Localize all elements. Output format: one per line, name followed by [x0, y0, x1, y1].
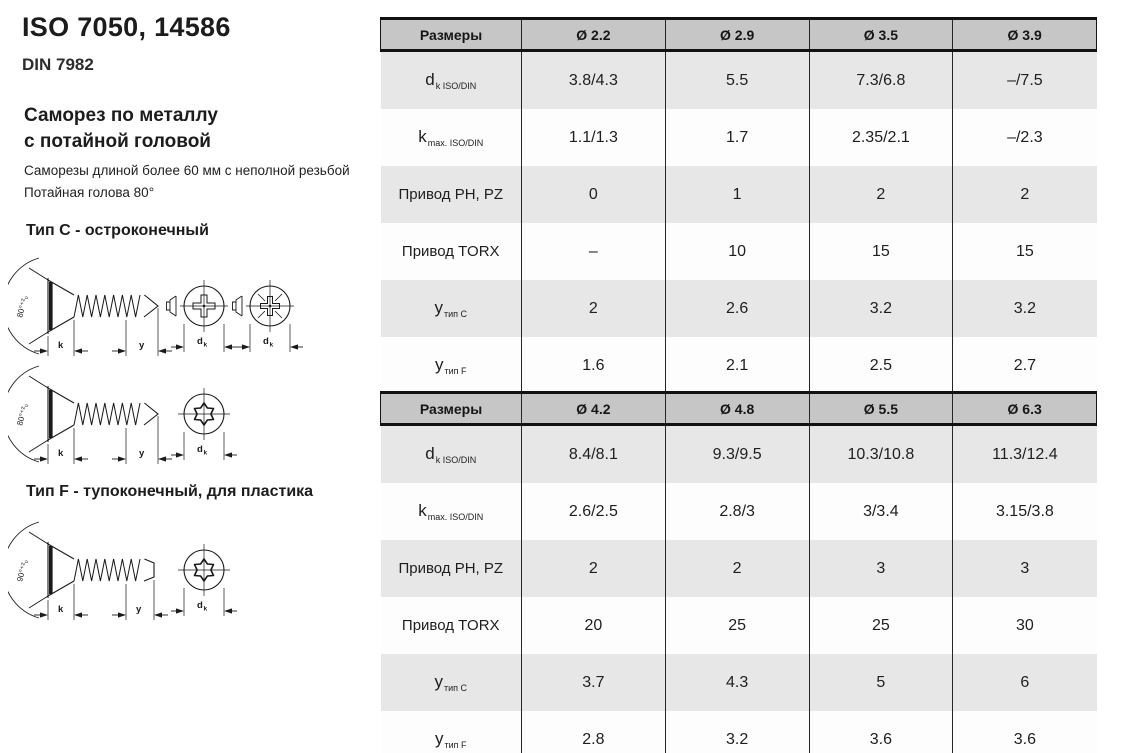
dim-dk-sub: k [203, 605, 208, 613]
table-row [381, 654, 1097, 711]
value-cell: 15 [953, 223, 1097, 280]
value-cell: 10.3/10.8 [809, 425, 953, 484]
row-label [381, 223, 522, 280]
table-row [381, 540, 1097, 597]
value-cell: 2 [665, 540, 809, 597]
column-header: Ø 2.9 [665, 19, 809, 51]
dim-y-label: y [136, 604, 142, 615]
type-c-heading: Тип C - остроконечный [26, 222, 209, 239]
value-cell: 2 [809, 166, 953, 223]
angle-label: 80°⁺²₀ [15, 294, 30, 319]
value-cell: 2.7 [953, 337, 1097, 394]
value-cell: 3 [809, 540, 953, 597]
product-notes [24, 160, 350, 204]
type-c-torx-drawing [8, 356, 243, 478]
value-cell: 25 [809, 597, 953, 654]
row-label-sub: k ISO/DIN [435, 81, 477, 91]
value-cell: 3.2 [953, 280, 1097, 337]
value-cell: 2.8 [522, 711, 666, 753]
value-cell: 3.6 [809, 711, 953, 753]
table-corner-header: Размеры [381, 393, 522, 425]
row-label [381, 166, 522, 223]
value-cell: 2.1 [665, 337, 809, 394]
value-cell: 1 [665, 166, 809, 223]
row-label [381, 280, 522, 337]
table-corner-header: Размеры [381, 19, 522, 51]
value-cell: 9.3/9.5 [665, 425, 809, 484]
row-label-main: y [434, 672, 443, 691]
table-row [381, 483, 1097, 540]
note-line2: Потайная голова 80° [24, 185, 155, 200]
table-row [381, 166, 1097, 223]
row-label-sub: тип C [443, 683, 468, 693]
value-cell: 1.7 [665, 109, 809, 166]
ph-recess-icon [167, 280, 229, 332]
value-cell: 1.1/1.3 [522, 109, 666, 166]
type-f-heading: Тип F - тупоконечный, для пластика [26, 483, 314, 500]
value-cell: 4.3 [665, 654, 809, 711]
row-label [381, 540, 522, 597]
table-row [381, 337, 1097, 394]
dim-k-label: k [58, 340, 64, 351]
size-table-lower [380, 391, 1097, 753]
dim-dk-label: d [197, 600, 203, 611]
value-cell: – [522, 223, 666, 280]
value-cell: 3.15/3.8 [953, 483, 1097, 540]
value-cell: 30 [953, 597, 1097, 654]
value-cell: 7.3/6.8 [809, 51, 953, 110]
row-label-sub: тип F [444, 740, 467, 750]
row-label [381, 597, 522, 654]
row-label-sub: max. ISO/DIN [427, 138, 484, 148]
row-label [381, 425, 522, 484]
row-label-main: Привод PH, PZ [398, 186, 504, 203]
value-cell: 2 [522, 540, 666, 597]
row-label-main: k [418, 501, 427, 520]
value-cell: 3.6 [953, 711, 1097, 753]
value-cell: 2.6 [665, 280, 809, 337]
column-header: Ø 3.5 [809, 19, 953, 51]
product-name-line2: с потайной головой [24, 131, 211, 152]
row-label-main: y [434, 355, 444, 374]
value-cell: 15 [809, 223, 953, 280]
column-header: Ø 2.2 [522, 19, 666, 51]
value-cell: –/7.5 [953, 51, 1097, 110]
product-name-line1: Саморез по металлу [24, 105, 218, 126]
value-cell: 3.2 [809, 280, 953, 337]
value-cell: 10 [665, 223, 809, 280]
value-cell: 6 [953, 654, 1097, 711]
dim-y-label: y [139, 448, 145, 459]
value-cell: 1.6 [522, 337, 666, 394]
dim-dk-sub: k [203, 341, 208, 349]
row-label [381, 51, 522, 110]
value-cell: 2.8/3 [665, 483, 809, 540]
table-row [381, 597, 1097, 654]
row-label-main: d [425, 70, 435, 89]
value-cell: –/2.3 [953, 109, 1097, 166]
value-cell: 3 [953, 540, 1097, 597]
value-cell: 3/3.4 [809, 483, 953, 540]
dim-dk-label: d [197, 336, 203, 347]
value-cell: 5.5 [665, 51, 809, 110]
angle-label: 80°⁺²₀ [15, 402, 30, 427]
row-label [381, 654, 522, 711]
dim-dk-sub: k [269, 341, 274, 349]
value-cell: 2.6/2.5 [522, 483, 666, 540]
type-c-ph-pz-drawing [8, 248, 308, 370]
row-label-main: y [434, 729, 444, 748]
row-label-main: y [434, 298, 443, 317]
column-header: Ø 4.8 [665, 393, 809, 425]
row-label-sub: max. ISO/DIN [427, 512, 484, 522]
value-cell: 3.2 [665, 711, 809, 753]
column-header: Ø 3.9 [953, 19, 1097, 51]
table-row [381, 425, 1097, 484]
page-subtitle: DIN 7982 [22, 55, 94, 74]
value-cell: 20 [522, 597, 666, 654]
column-header: Ø 4.2 [522, 393, 666, 425]
size-table-upper [380, 17, 1097, 394]
value-cell: 0 [522, 166, 666, 223]
row-label [381, 337, 522, 394]
dim-dk-label: d [197, 444, 203, 455]
table-row [381, 280, 1097, 337]
column-header: Ø 5.5 [809, 393, 953, 425]
row-label-main: Привод TORX [401, 617, 500, 634]
dim-k-label: k [58, 604, 64, 615]
product-name [24, 103, 218, 155]
dim-y-label: y [139, 340, 145, 351]
dim-k-label: k [58, 448, 64, 459]
row-label-main: Привод TORX [401, 243, 500, 260]
row-label-sub: k ISO/DIN [435, 455, 477, 465]
row-label [381, 109, 522, 166]
value-cell: 2 [953, 166, 1097, 223]
row-label-main: Привод PH, PZ [398, 560, 504, 577]
value-cell: 2 [522, 280, 666, 337]
value-cell: 5 [809, 654, 953, 711]
table-row [381, 109, 1097, 166]
row-label-main: d [425, 444, 435, 463]
value-cell: 2.35/2.1 [809, 109, 953, 166]
table-row [381, 711, 1097, 753]
row-label-sub: тип F [444, 366, 467, 376]
type-f-torx-drawing [8, 512, 243, 634]
value-cell: 25 [665, 597, 809, 654]
row-label-sub: тип C [443, 309, 468, 319]
torx-recess-icon [178, 544, 230, 596]
column-header: Ø 6.3 [953, 393, 1097, 425]
row-label [381, 711, 522, 753]
page-title: ISO 7050, 14586 [22, 12, 231, 42]
torx-recess-icon [178, 388, 230, 440]
table-row [381, 51, 1097, 110]
angle-label: 90°⁺²₀ [15, 558, 30, 583]
value-cell: 8.4/8.1 [522, 425, 666, 484]
pz-recess-icon [233, 280, 295, 332]
value-cell: 2.5 [809, 337, 953, 394]
row-label-main: k [418, 127, 427, 146]
value-cell: 3.8/4.3 [522, 51, 666, 110]
value-cell: 11.3/12.4 [953, 425, 1097, 484]
row-label [381, 483, 522, 540]
table-row [381, 223, 1097, 280]
dim-dk-sub: k [203, 449, 208, 457]
note-line1: Саморезы длиной более 60 мм с неполной резьбой [24, 163, 350, 178]
value-cell: 3.7 [522, 654, 666, 711]
dim-dk-label: d [263, 336, 269, 347]
